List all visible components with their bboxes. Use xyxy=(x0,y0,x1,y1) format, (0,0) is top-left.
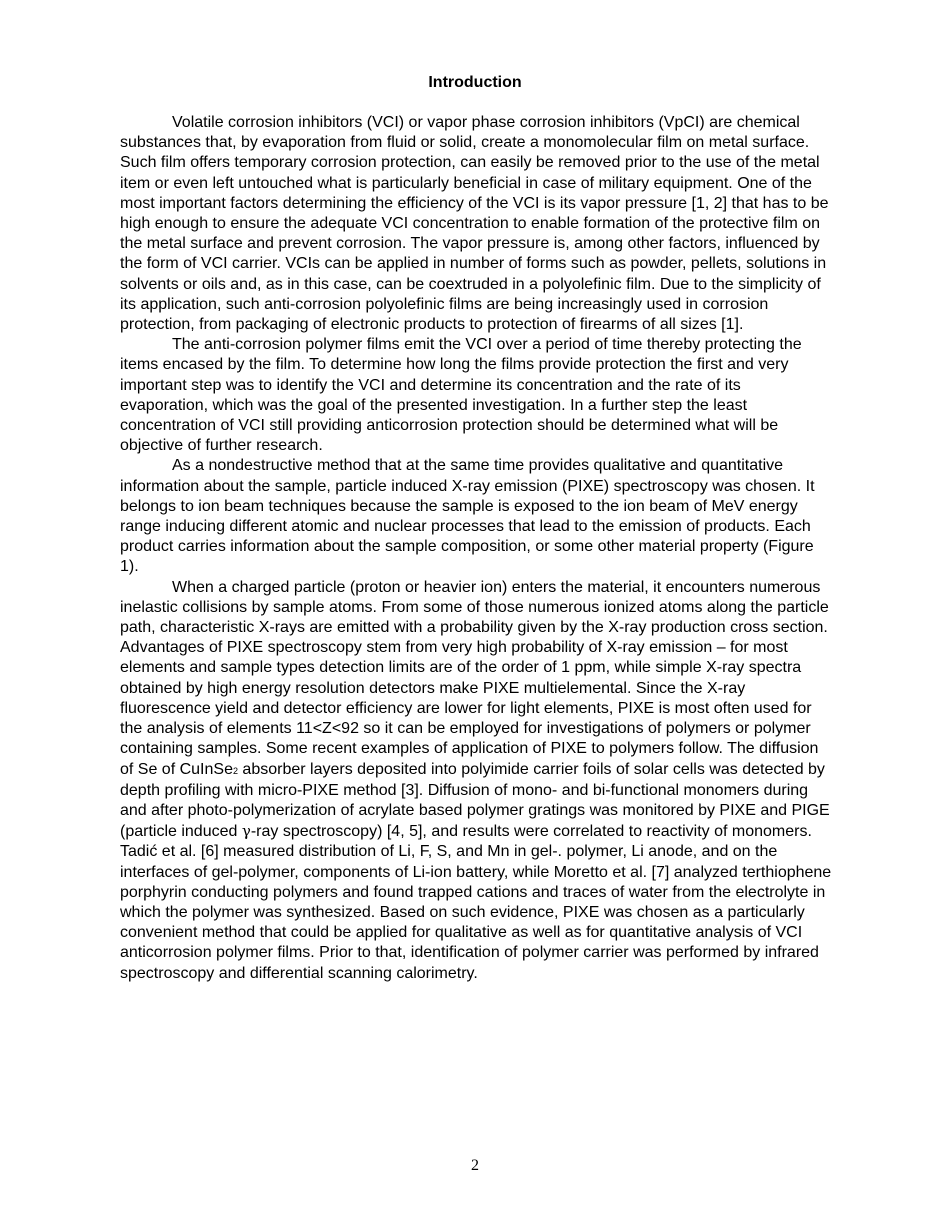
section-heading: Introduction xyxy=(428,74,522,91)
paragraph xyxy=(120,578,832,984)
gamma-symbol: γ xyxy=(241,822,251,841)
page-number: 2 xyxy=(471,1157,479,1174)
body-text xyxy=(120,113,832,984)
paragraph-text: -ray spectroscopy) [4, 5], and results were correlated to reactivity of monomers. Tadić et al. [6] measured distribution of Li, F, S, and Mn in gel-. polymer, Li anode, and on the interfaces of gel-polymer, components of Li-ion battery, while Moretto et al. [7] analyzed terthiophene porphyrin conducting polymers and found trapped cations and traces of water from the electrolyte in which the polymer was synthesized. Based on such evidence, PIXE was chosen as a particularly convenient method that could be applied for qualitative as well as for quantitative analysis of VCI anticorrosion polymer films. Prior to that, identification of polymer carrier was performed by infrared spectroscopy and differential scanning calorimetry. xyxy=(120,823,832,982)
paragraph-text: absorber layers deposited into polyimide carrier foils of solar cells was detected by depth profiling with micro-PIXE method [3]. Diffusion of mono- and bi-functional monomers during and after photo-polymerization of acrylate based polymer gratings was monitored by PIXE and PIGE (particle induced xyxy=(120,760,830,841)
paragraph: As a nondestructive method that at the same time provides qualitative and quantitative information about the sample, particle induced X-ray emission (PIXE) spectroscopy was chosen. It belongs to ion beam techniques because the sample is exposed to the ion beam of MeV energy range inducing different atomic and nuclear processes that lead to the emission of products. Each product carries information about the sample composition, or some other material property (Figure 1). xyxy=(120,457,815,576)
paragraph: Volatile corrosion inhibitors (VCI) or vapor phase corrosion inhibitors (VpCI) are chemical substances that, by evaporation from fluid or solid, create a monomolecular film on metal surface. Such film offers temporary corrosion protection, can easily be removed prior to the use of the metal item or even left untouched what is particularly beneficial in case of military equipment. One of the most important factors determining the efficiency of the VCI is its vapor pressure [1, 2] that has to be high enough to ensure the adequate VCI concentration to enable formation of the protective film on the metal surface and prevent corrosion. The vapor pressure is, among other factors, influenced by the form of VCI carrier. VCIs can be applied in number of forms such as powder, pellets, solutions in solvents or oils and, as in this case, can be coextruded in a polyolefinic film. Due to the simplicity of its application, such anti-corrosion polyolefinic films are being increasingly used in corrosion protection, from packaging of electronic products to protection of firearms of all sizes [1]. xyxy=(120,114,829,334)
paragraph: The anti-corrosion polymer films emit the VCI over a period of time thereby protecting the items encased by the film. To determine how long the films provide protection the first and very important step was to identify the VCI and determine its concentration and the rate of its evaporation, which was the goal of the presented investigation. In a further step the least concentration of VCI still providing anticorrosion protection should be determined what will be objective of further research. xyxy=(120,336,802,455)
subscript: 2 xyxy=(232,765,238,776)
paragraph-text: When a charged particle (proton or heavier ion) enters the material, it encounters numerous inelastic collisions by sample atoms. From some of those numerous ionized atoms along the particle path, characteristic X-rays are emitted with a probability given by the X-ray production cross section. Advantages of PIXE spectroscopy stem from very high probability of X-ray emission – for most elements and sample types detection limits are of the order of 1 ppm, while simple X-ray spectra obtained by high energy resolution detectors make PIXE multielemental. Since the X-ray fluorescence yield and detector efficiency are lower for light elements, PIXE is most often used for the analysis of elements 11<Z<92 so it can be employed for investigations of polymers or polymer containing samples. Some recent examples of application of PIXE to polymers follow. The diffusion of Se of CuInSe xyxy=(120,578,829,778)
